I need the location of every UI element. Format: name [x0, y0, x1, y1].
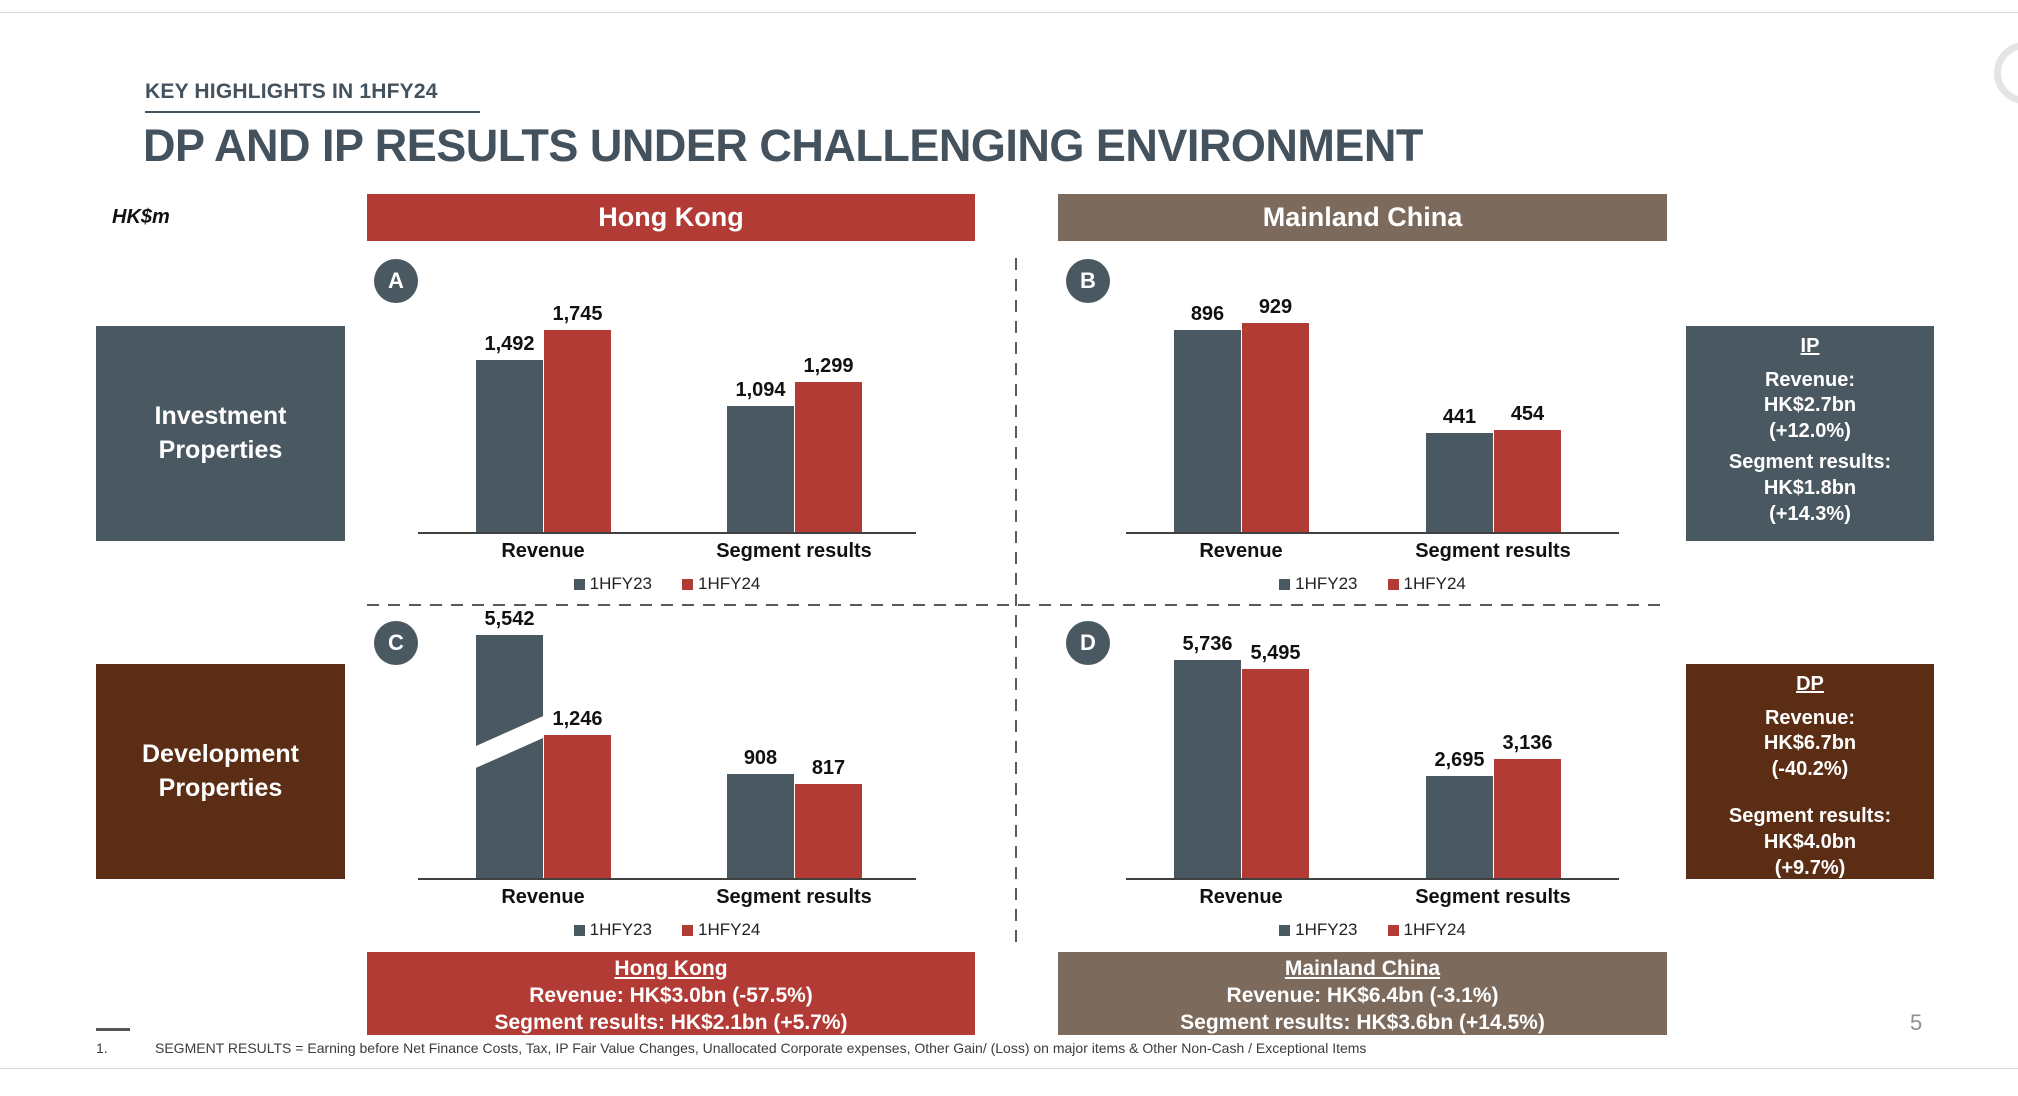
- bar-rect: [1494, 430, 1561, 532]
- panel-line: Segment results:: [1728, 451, 1892, 474]
- bar-value-label: 817: [811, 757, 846, 779]
- summary-line: Segment results: HK$2.1bn (+5.7%): [494, 1010, 848, 1034]
- region-header-mainland-china: Mainland China: [1058, 194, 1667, 241]
- bar-rect: [727, 774, 794, 878]
- bar-value-label: 441: [1442, 406, 1477, 428]
- chart-plot-area: [418, 300, 916, 534]
- legend-swatch-icon: [574, 925, 585, 936]
- slide-eyebrow: KEY HIGHLIGHTS IN 1HFY24: [145, 80, 438, 103]
- bar-1hfy24: [1242, 296, 1309, 532]
- row-label-text: Investment Properties: [154, 401, 287, 464]
- legend-label: 1HFY24: [698, 574, 761, 593]
- bar-1hfy24: [544, 303, 611, 532]
- bar-rect-axis-break: [476, 635, 543, 878]
- legend-swatch-icon: [574, 579, 585, 590]
- bar-rect: [1242, 323, 1309, 532]
- legend-item: [682, 920, 760, 940]
- legend-label: 1HFY24: [1403, 920, 1466, 939]
- bar-1hfy24: [795, 757, 862, 878]
- bar-1hfy24: [1242, 642, 1309, 878]
- legend-label: 1HFY24: [698, 920, 761, 939]
- bar-rect: [544, 735, 611, 878]
- bar-1hfy23: [727, 747, 794, 878]
- bar-1hfy23: [727, 379, 794, 532]
- panel-line: (+12.0%): [1769, 419, 1851, 442]
- chart-legend: [418, 920, 916, 940]
- legend-item: [1279, 920, 1357, 940]
- category-label: Revenue: [501, 886, 585, 908]
- category-label: Segment results: [716, 886, 872, 908]
- panel-segment-block: [1686, 450, 1934, 527]
- summary-title: Mainland China: [1284, 957, 1441, 980]
- bar-value-label: 3,136: [1502, 732, 1553, 754]
- footnote-rule: [96, 1028, 130, 1031]
- bar-rect: [1494, 759, 1561, 878]
- panel-title: DP: [1796, 673, 1824, 695]
- bar-rect: [1426, 433, 1493, 532]
- bar-rect: [1242, 669, 1309, 878]
- panel-line: (+9.7%): [1774, 856, 1846, 879]
- legend-item: [574, 920, 652, 940]
- bar-value-label: 5,736: [1182, 633, 1233, 655]
- chart-legend: [418, 574, 916, 594]
- chart-legend: [1126, 574, 1619, 594]
- legend-swatch-icon: [1388, 925, 1399, 936]
- footnote-number: 1.: [96, 1040, 108, 1056]
- bar-rect: [727, 406, 794, 532]
- bar-group: [476, 303, 611, 532]
- bar-value-label: 1,299: [803, 355, 854, 377]
- panel-line: HK$6.7bn: [1763, 732, 1857, 755]
- bar-rect: [795, 784, 862, 878]
- chart-category-labels: [418, 540, 916, 572]
- bar-value-label: 1,745: [552, 303, 603, 325]
- bar-rect: [544, 330, 611, 532]
- summary-panel-ip: [1686, 326, 1934, 541]
- summary-title: Hong Kong: [614, 957, 728, 980]
- bar-value-label: 929: [1258, 296, 1293, 318]
- bar-group: [727, 747, 862, 878]
- bar-1hfy23: [1174, 303, 1241, 532]
- panel-revenue-block: [1686, 706, 1934, 783]
- top-divider-line: [0, 12, 2018, 13]
- vertical-dashed-divider: [1015, 258, 1017, 948]
- panel-title: IP: [1800, 335, 1820, 357]
- chart-plot-area: [1126, 630, 1619, 880]
- decorative-ring-icon: [1994, 42, 2018, 104]
- bar-group: [1174, 296, 1309, 532]
- page-title: DP AND IP RESULTS UNDER CHALLENGING ENVIRONMENT: [143, 120, 1423, 171]
- bar-1hfy23: [1174, 633, 1241, 878]
- bar-value-label: 5,542: [484, 608, 535, 630]
- bar-value-label: 2,695: [1434, 749, 1485, 771]
- bar-group: [1174, 633, 1309, 878]
- bar-rect: [1426, 776, 1493, 878]
- category-label: Revenue: [1199, 540, 1283, 562]
- row-label-text: Development Properties: [142, 739, 299, 802]
- marker-c-badge: C: [374, 621, 418, 665]
- summary-bar-hong-kong: [367, 952, 975, 1035]
- bottom-divider-line: [0, 1068, 2018, 1069]
- legend-label: 1HFY23: [589, 920, 652, 939]
- unit-label: HK$m: [112, 206, 170, 228]
- bar-group: [1426, 732, 1561, 878]
- panel-segment-block: [1686, 804, 1934, 881]
- panel-line: Segment results:: [1728, 805, 1892, 828]
- bar-rect: [1174, 330, 1241, 532]
- bar-value-label: 1,492: [484, 333, 535, 355]
- legend-label: 1HFY23: [589, 574, 652, 593]
- summary-line: Segment results: HK$3.6bn (+14.5%): [1180, 1010, 1545, 1034]
- chart-legend: [1126, 920, 1619, 940]
- bar-group: [727, 355, 862, 532]
- chart-category-labels: [1126, 540, 1619, 572]
- bar-1hfy24: [1494, 732, 1561, 878]
- row-label-development-properties: [96, 664, 345, 879]
- legend-item: [1388, 574, 1466, 594]
- bar-value-label: 908: [743, 747, 778, 769]
- chart-hk-development-properties: [418, 603, 916, 940]
- legend-swatch-icon: [1279, 579, 1290, 590]
- summary-panel-dp: [1686, 664, 1934, 879]
- bar-1hfy24: [544, 708, 611, 878]
- chart-category-labels: [1126, 886, 1619, 918]
- chart-category-labels: [418, 886, 916, 918]
- chart-hk-investment-properties: [418, 300, 916, 594]
- panel-line: (+14.3%): [1769, 502, 1851, 525]
- bar-rect: [476, 360, 543, 532]
- category-label: Revenue: [501, 540, 585, 562]
- panel-line: (-40.2%): [1771, 757, 1849, 780]
- legend-swatch-icon: [682, 925, 693, 936]
- panel-line: Revenue:: [1764, 368, 1856, 391]
- summary-bar-mainland-china: [1058, 952, 1667, 1035]
- category-label: Revenue: [1199, 886, 1283, 908]
- panel-line: HK$2.7bn: [1763, 394, 1857, 417]
- chart-mc-investment-properties: [1126, 292, 1619, 594]
- marker-b-badge: B: [1066, 259, 1110, 303]
- summary-line: Revenue: HK$6.4bn (-3.1%): [1226, 983, 1499, 1007]
- footnote-text: SEGMENT RESULTS = Earning before Net Finance Costs, Tax, IP Fair Value Changes, Unallocated Corporate expenses, Other Gain/ (Loss) on major items & Other Non-Cash / Exceptional Items: [155, 1040, 1367, 1056]
- page-number: 5: [1910, 1010, 1923, 1035]
- marker-a-badge: A: [374, 259, 418, 303]
- legend-label: 1HFY23: [1295, 574, 1358, 593]
- legend-swatch-icon: [1388, 579, 1399, 590]
- legend-swatch-icon: [1279, 925, 1290, 936]
- bar-1hfy23: [476, 333, 543, 532]
- bar-value-label: 5,495: [1250, 642, 1301, 664]
- bar-1hfy23: [1426, 749, 1493, 878]
- legend-label: 1HFY24: [1403, 574, 1466, 593]
- bar-value-label: 454: [1510, 403, 1545, 425]
- bar-value-label: 896: [1190, 303, 1225, 325]
- legend-label: 1HFY23: [1295, 920, 1358, 939]
- bar-rect: [1174, 660, 1241, 878]
- legend-item: [1388, 920, 1466, 940]
- marker-d-badge: D: [1066, 621, 1110, 665]
- bar-1hfy23: [476, 608, 543, 878]
- bar-1hfy24: [795, 355, 862, 532]
- category-label: Segment results: [1415, 886, 1571, 908]
- panel-revenue-block: [1686, 368, 1934, 445]
- region-header-hong-kong: Hong Kong: [367, 194, 975, 241]
- bar-value-label: 1,094: [735, 379, 786, 401]
- chart-plot-area: [1126, 292, 1619, 534]
- legend-swatch-icon: [682, 579, 693, 590]
- row-label-investment-properties: [96, 326, 345, 541]
- bar-1hfy24: [1494, 403, 1561, 532]
- eyebrow-underline: [145, 111, 480, 113]
- category-label: Segment results: [716, 540, 872, 562]
- panel-line: Revenue:: [1764, 706, 1856, 729]
- category-label: Segment results: [1415, 540, 1571, 562]
- panel-line: HK$4.0bn: [1763, 830, 1857, 853]
- legend-item: [682, 574, 760, 594]
- legend-item: [574, 574, 652, 594]
- panel-line: HK$1.8bn: [1763, 476, 1857, 499]
- bar-1hfy23: [1426, 406, 1493, 532]
- bar-group: [1426, 403, 1561, 532]
- bar-group: [476, 608, 611, 878]
- bar-rect: [795, 382, 862, 532]
- chart-plot-area: [418, 603, 916, 880]
- chart-mc-development-properties: [1126, 630, 1619, 940]
- summary-line: Revenue: HK$3.0bn (-57.5%): [529, 983, 813, 1007]
- legend-item: [1279, 574, 1357, 594]
- bar-value-label: 1,246: [552, 708, 603, 730]
